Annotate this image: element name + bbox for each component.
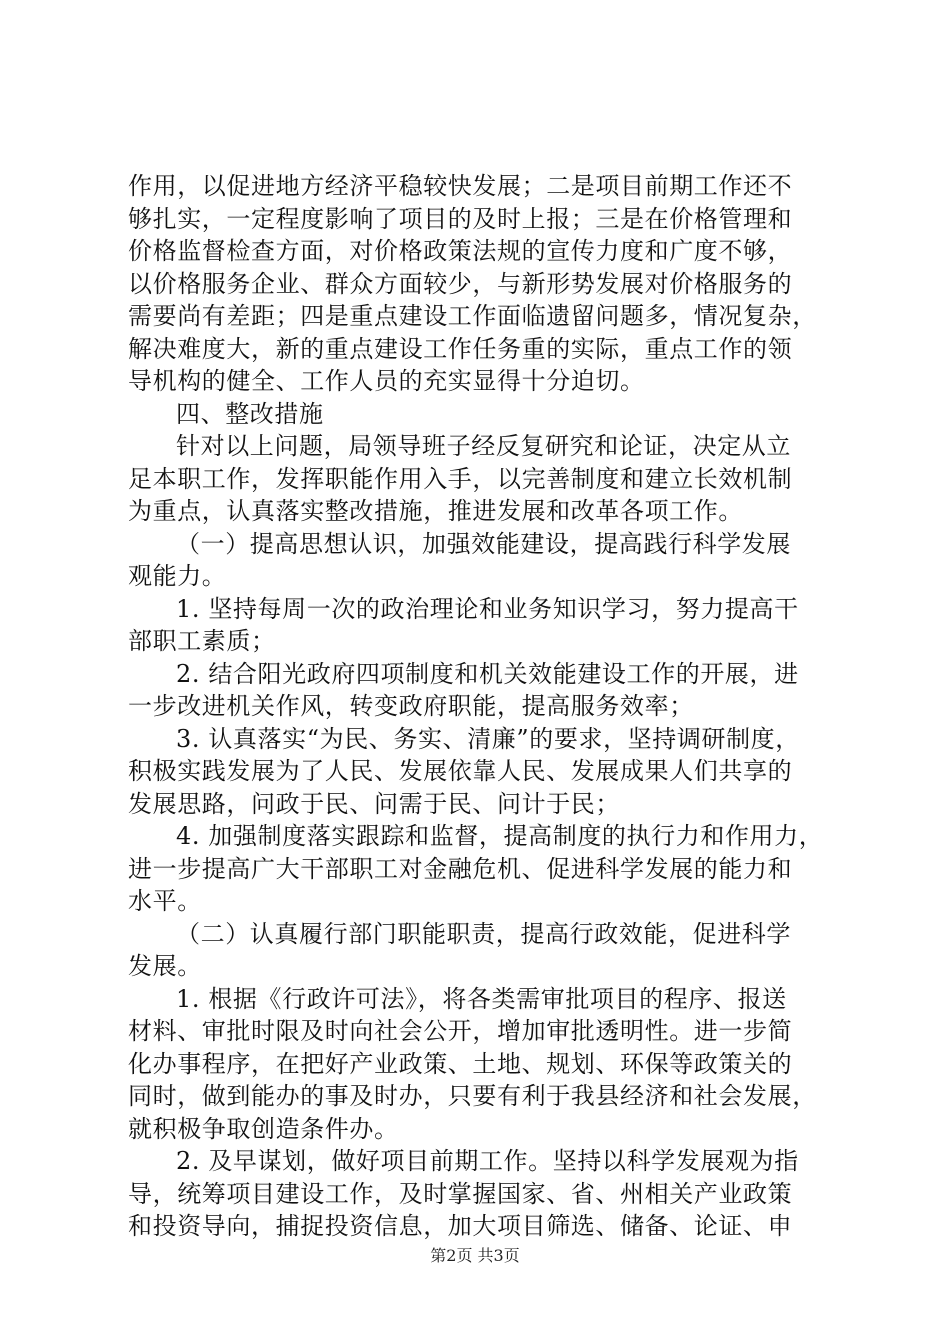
section-heading: 四、整改措施 [176,399,324,428]
body-line: 解决难度大，新的重点建设工作任务重的实际，重点工作的领 [128,334,793,363]
body-line: 以价格服务企业、群众方面较少，与新形势发展对价格服务的 [128,269,793,298]
body-line: 进一步提高广大干部职工对金融危机、促进科学发展的能力和 [128,854,793,883]
paragraph-start: 针对以上问题，局领导班子经反复研究和论证，决定从立 [176,432,791,460]
body-line: 材料、审批时限及时向社会公开，增加审批透明性。进一步简 [128,1017,793,1045]
body-line: 观能力。 [128,562,227,590]
body-line: 足本职工作，发挥职能作用入手，以完善制度和建立长效机制 [128,464,793,493]
document-body [128,170,836,1243]
body-line: 部职工素质； [128,627,276,655]
body-line: 就积极争取创造条件办。 [128,1114,399,1143]
body-line: 导机构的健全、工作人员的充实显得十分迫切。 [128,367,645,395]
list-item-start: 2. 及早谋划，做好项目前期工作。坚持以科学发展观为指 [176,1147,799,1175]
page-number-footer: 第2页 共3页 [430,1246,520,1265]
body-line: 积极实践发展为了人民、发展依靠人民、发展成果人们共享的 [128,757,793,785]
body-line: 一步改进机关作风，转变政府职能，提高服务效率； [128,692,694,720]
body-line: 化办事程序，在把好产业政策、土地、规划、环保等政策关的 [128,1049,793,1078]
body-line: 发展思路，问政于民、问需于民、问计于民； [128,789,620,818]
body-line: 价格监督检查方面，对价格政策法规的宣传力度和广度不够， [128,237,793,265]
body-line: 需要尚有差距；四是重点建设工作面临遗留问题多，情况复杂， [128,302,817,330]
body-line: 发展。 [128,952,202,980]
body-line: 为重点，认真落实整改措施，推进发展和改革各项工作。 [128,497,743,525]
body-line: 水平。 [128,887,202,915]
list-item-start: 1. 根据《行政许可法》，将各类需审批项目的程序、报送 [176,984,787,1013]
list-item-start: 4. 加强制度落实跟踪和监督，提高制度的执行力和作用力， [176,822,824,850]
body-line: 够扎实，一定程度影响了项目的及时上报；三是在价格管理和 [128,204,793,233]
list-item-start: 1. 坚持每周一次的政治理论和业务知识学习，努力提高干 [176,594,799,623]
body-line: 和投资导向，捕捉投资信息，加大项目筛选、储备、论证、申 [128,1212,793,1240]
subsection-heading: （一）提高思想认识，加强效能建设，提高践行科学发展 [176,529,791,558]
body-line: 导，统筹项目建设工作，及时掌握国家、省、州相关产业政策 [128,1179,793,1208]
body-line: 同时，做到能办的事及时办，只要有利于我县经济和社会发展， [128,1082,817,1110]
list-item-start: 2. 结合阳光政府四项制度和机关效能建设工作的开展，进 [176,659,799,688]
subsection-heading: （二）认真履行部门职能职责，提高行政效能，促进科学 [176,919,791,948]
list-item-start: 3. 认真落实“为民、务实、清廉”的要求，坚持调研制度， [176,724,800,753]
body-line: 作用，以促进地方经济平稳较快发展；二是项目前期工作还不 [128,172,793,200]
